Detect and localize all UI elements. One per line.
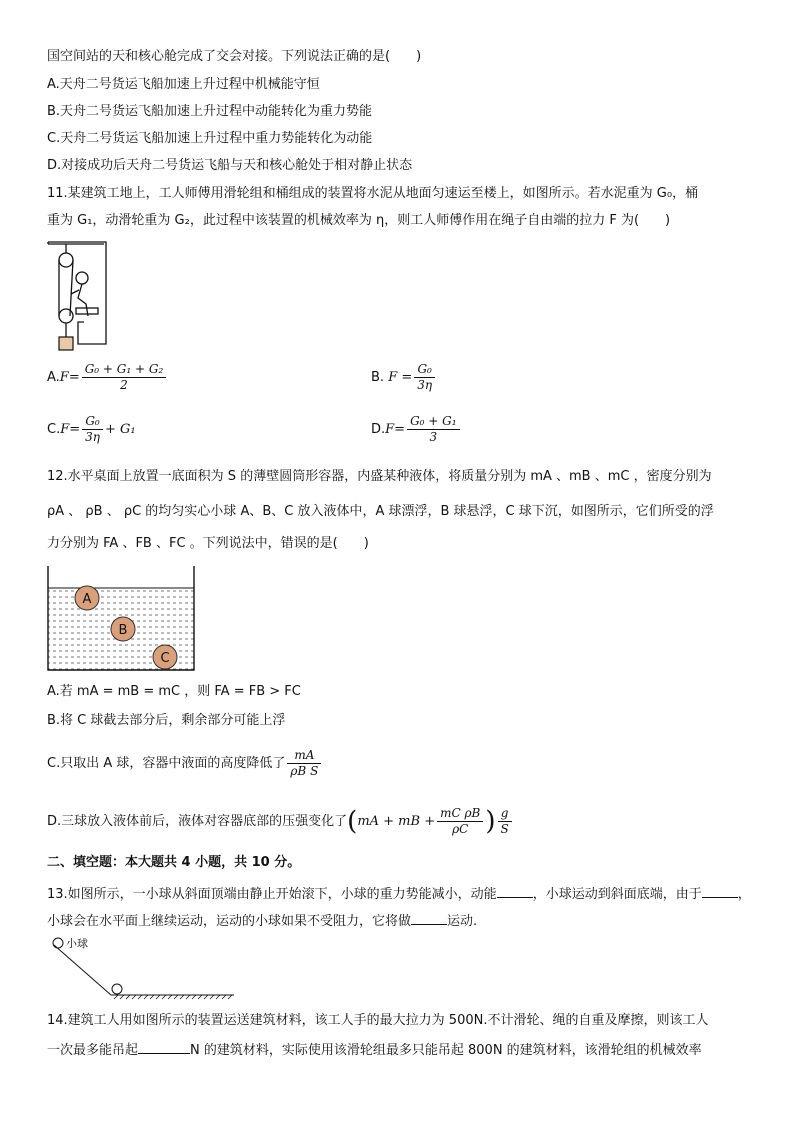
ball-b-label: B (118, 623, 128, 638)
q11-option-a-fraction: $\frac{\text{G₀ + G₁ + G₂}}{2}$ (82, 362, 167, 393)
q12-option-d: D.三球放入液体前后，液体对容器底部的压强变化了(mA + mB + $\frac{\text{mC ρB}}{\rho C}$ ) $\frac{g}{S}$ (47, 806, 514, 837)
q14-stem-line1: 14.建筑工人用如图所示的装置运送建筑材料，该工人手的最大拉力为 500N.不计滑轮、绳的自重及摩擦，则该工人 (47, 1013, 709, 1028)
q13-blank-1[interactable] (497, 885, 533, 898)
q14-blank-1[interactable] (138, 1041, 190, 1054)
q12-option-c-fraction: $\frac{mA}{\text{ρB S}}$ (287, 748, 321, 779)
q11-option-d: D.F= $\frac{\text{G₀ + G₁}}{3}$ (371, 414, 462, 445)
q11-option-c: C.F= $\frac{\text{G₀}}{3\eta}$ + G₁ (47, 414, 136, 444)
q12-stem-line2: ρA 、 ρB 、 ρC 的均匀实心小球 A、B、C 放入液体中，A 球漂浮，B 球悬浮，C 球下沉，如图所示，它们所受的浮 (47, 504, 714, 519)
q11-stem-line1: 11.某建筑工地上，工人师傅用滑轮组和桶组成的装置将水泥从地面匀速运至楼上，如图所示。若水泥重为 G₀，桶 (47, 186, 699, 201)
pulley-figure (46, 240, 110, 352)
q11-option-b-fraction: $\frac{\text{G₀}}{3\eta}$ (414, 362, 435, 393)
ball-figure-label: 小球 (66, 937, 88, 950)
q11-option-b: B. F = $\frac{\text{G₀}}{3\eta}$ (371, 362, 437, 393)
q13-stem-line2: 小球会在水平面上继续运动，运动的小球如果不受阻力，它将做 运动. (47, 914, 478, 929)
q12-option-a: A.若 mA = mB = mC ，则 FA = FB > FC (47, 684, 301, 699)
incline-figure (48, 935, 238, 1001)
ball-top (53, 938, 63, 948)
q13-stem-line1: 13.如图所示，一小球从斜面顶端由静止开始滚下，小球的重力势能减小，动能 ，小球运动到斜面底端，由于 ， (47, 887, 751, 902)
q11-stem-line2: 重为 G₁，动滑轮重为 G₂，此过程中该装置的机械效率为 η，则工人师傅作用在绳子自由端的拉力 F 为( ) (47, 213, 671, 228)
q12-stem-line3: 力分别为 FA 、FB 、FC 。下列说法中，错误的是( ) (47, 536, 369, 551)
q10-option-a: A.天舟二号货运飞船加速上升过程中机械能守恒 (47, 77, 320, 92)
q12-stem-line1: 12.水平桌面上放置一底面积为 S 的薄壁圆筒形容器，内盛某种液体，将质量分别为 mA 、mB 、mC ，密度分别为 (47, 469, 712, 484)
q13-blank-3[interactable] (411, 912, 447, 925)
q12-option-b: B.将 C 球截去部分后，剩余部分可能上浮 (47, 713, 286, 728)
q10-option-b: B.天舟二号货运飞船加速上升过程中动能转化为重力势能 (47, 104, 373, 119)
ball-bottom (112, 984, 122, 994)
q12-option-d-fraction: $\frac{\text{mC ρB}}{\rho C}$ (437, 806, 483, 837)
q11-option-c-fraction: $\frac{\text{G₀}}{3\eta}$ (82, 414, 103, 445)
q13-blank-2[interactable] (702, 885, 738, 898)
q12-option-d-g-fraction: $\frac{g}{S}$ (498, 806, 512, 837)
container-figure (46, 564, 198, 672)
q14-stem-line2: 一次最多能吊起 N 的建筑材料，实际使用该滑轮组最多只能吊起 800N 的建筑材料，该滑轮组的机械效率 (47, 1043, 702, 1058)
q12-option-c: C.只取出 A 球，容器中液面的高度降低了 $\frac{mA}{\text{ρB S}}$ (47, 748, 323, 779)
q10-stem-tail: 国空间站的天和核心舱完成了交会对接。下列说法正确的是( ) (47, 49, 422, 64)
q10-option-c: C.天舟二号货运飞船加速上升过程中重力势能转化为动能 (47, 131, 373, 146)
ball-a-label: A (82, 592, 92, 607)
bucket-icon (59, 337, 73, 350)
ball-c-label: C (160, 651, 170, 666)
section-2-heading: 二、填空题：本大题共 4 小题，共 10 分。 (47, 855, 301, 870)
q10-option-d: D.对接成功后天舟二号货运飞船与天和核心舱处于相对静止状态 (47, 158, 413, 173)
q11-option-a: A.F= $\frac{\text{G₀ + G₁ + G₂}}{2}$ (47, 362, 168, 393)
q11-option-d-fraction: $\frac{\text{G₀ + G₁}}{3}$ (407, 414, 459, 445)
